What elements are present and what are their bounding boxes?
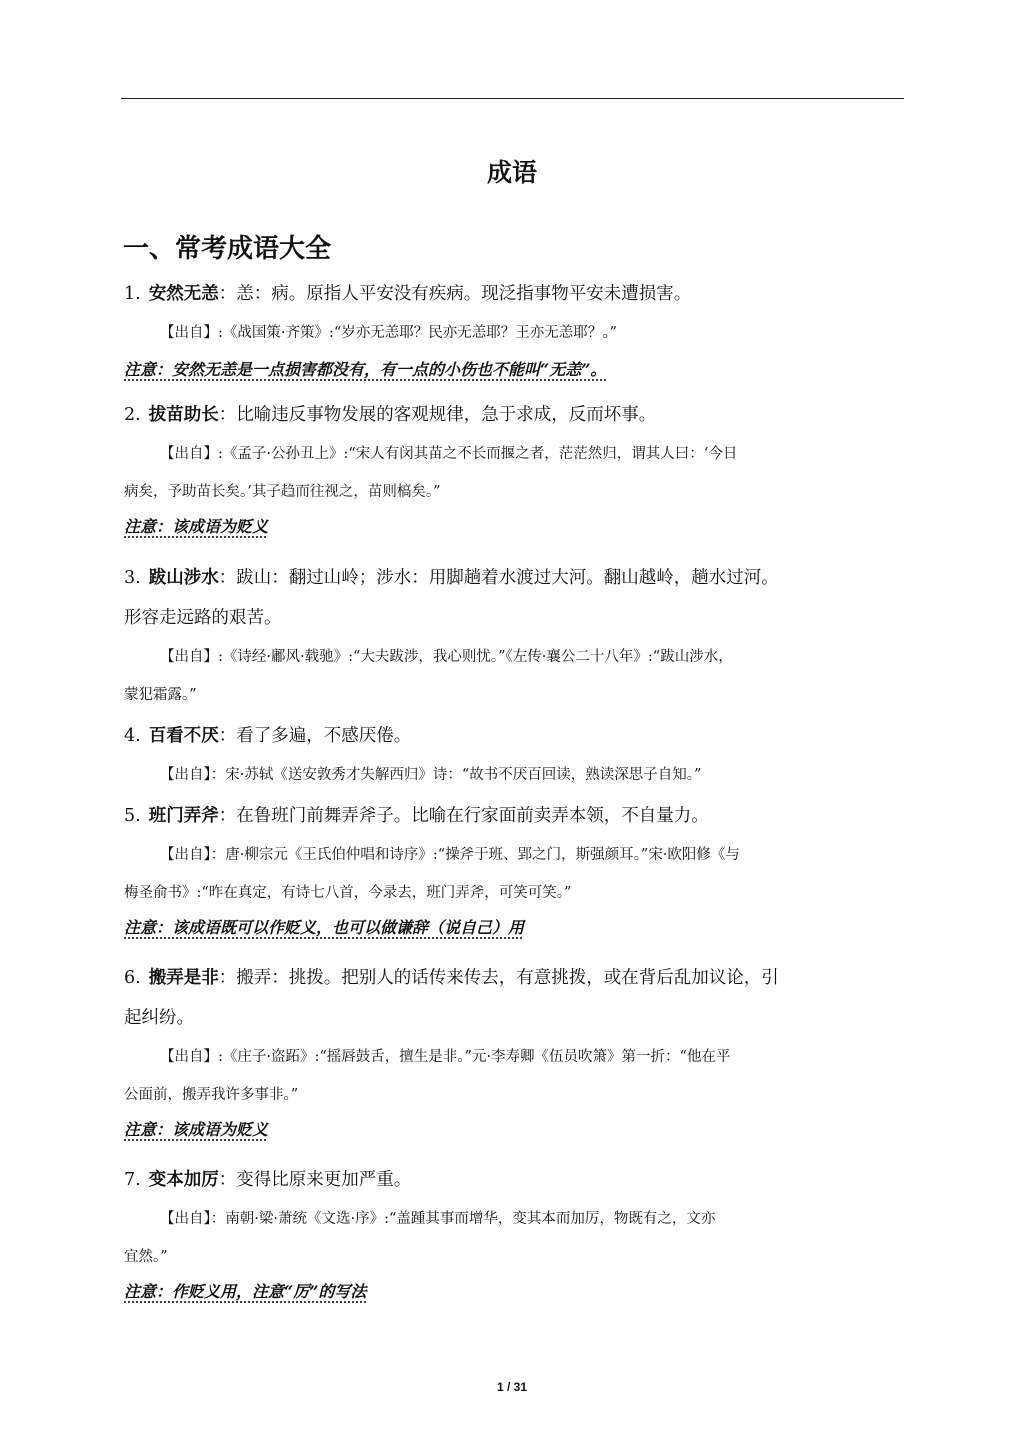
idiom-definition-continued: 形容走远路的艰苦。 (124, 608, 282, 628)
entry-definition-line (124, 958, 904, 998)
header-rule (121, 98, 904, 99)
idiom-source: 【出自】：宋·苏轼《送安敦秀才失解西归》诗：“故书不厌百回读，熟读深思子自知。” (160, 767, 702, 783)
entry-number: 2. (124, 405, 141, 425)
idiom-source-continued: 蒙犯霜露。” (124, 687, 197, 703)
entry-number: 1. (124, 284, 141, 304)
idiom-source: 【出自】：南朝·梁·萧统《文选·序》:“盖踵其事而增华，变其本而加厉，物既有之，文亦 (160, 1211, 716, 1227)
idiom-note: 注意：作贬义用，注意“厉”的写法 (124, 1282, 367, 1301)
entry-definition-line (124, 274, 904, 314)
document-title: 成语 (486, 158, 537, 187)
idiom-source: 【出自】:《孟子·公孙丑上》:“宋人有闵其苗之不长而揠之者，茫茫然归，谓其人曰：‘今日 (160, 446, 738, 462)
idiom-entry-6 (124, 958, 904, 1147)
idiom-definition: ：在鲁班门前舞弄斧子。比喻在行家面前卖弄本领，不自量力。 (218, 806, 709, 826)
idiom-source: 【出自】：唐·柳宗元《王氏伯仲唱和诗序》:“操斧于班、郢之门，斯强颜耳。”宋·欧阳修《与 (160, 847, 740, 863)
idiom-note: 注意：该成语为贬义 (124, 517, 269, 536)
entry-definition-line (124, 395, 904, 435)
entry-definition-line (124, 796, 904, 836)
idiom-entry-7 (124, 1160, 904, 1309)
idiom-definition: ：恙：病。原指人平安没有疾病。现泛指事物平安未遭损害。 (218, 284, 692, 304)
entry-number: 3. (124, 568, 141, 588)
entry-definition-line (124, 558, 904, 598)
idiom-entry-4 (124, 716, 904, 795)
idiom-source-continued: 公面前，搬弄我许多事非。” (124, 1087, 299, 1103)
entry-definition-line (124, 716, 904, 756)
idiom-definition: ：跋山：翻过山岭；涉水：用脚趟着水渡过大河。翻山越岭，趟水过河。 (218, 568, 779, 588)
idiom-note: 注意：该成语为贬义 (124, 1120, 269, 1139)
idiom-entry-5 (124, 796, 904, 945)
idiom-term: 安然无恙 (148, 284, 219, 304)
idiom-note: 注意：安然无恙是一点损害都没有，有一点的小伤也不能叫“无恙”。 (124, 360, 607, 379)
entry-definition-line (124, 1160, 904, 1200)
idiom-entry-2 (124, 395, 904, 544)
page-number: 1 / 31 (496, 1380, 528, 1394)
idiom-definition-continued: 起纠纷。 (124, 1008, 194, 1028)
entry-number: 7. (124, 1170, 141, 1190)
idiom-term: 变本加厉 (148, 1170, 219, 1190)
idiom-source-continued: 宜然。” (124, 1249, 168, 1265)
idiom-source-continued: 梅圣俞书》:“昨在真定，有诗七八首，今录去，班门弄斧，可笑可笑。” (124, 885, 572, 901)
idiom-term: 搬弄是非 (148, 968, 219, 988)
idiom-definition: ：比喻违反事物发展的客观规律，急于求成，反而坏事。 (218, 405, 657, 425)
idiom-source-continued: 病矣，予助苗长矣。’其子趋而往视之，苗则槁矣。” (124, 484, 441, 500)
idiom-source: 【出自】:《庄子·盗跖》:“摇唇鼓舌，擅生是非。”元·李寿卿《伍员吹箫》第一折：“他在平 (160, 1049, 731, 1065)
entry-number: 4. (124, 726, 141, 746)
idiom-source: 【出自】:《战国策·齐策》:“岁亦无恙耶？民亦无恙耶？王亦无恙耶？。” (160, 325, 617, 341)
section-heading: 一、常考成语大全 (123, 234, 332, 264)
idiom-source: 【出自】:《诗经·鄘风·载驰》:“大夫跋涉，我心则忧。”《左传·襄公二十八年》:“跋山涉水， (160, 649, 733, 665)
idiom-definition: ：搬弄：挑拨。把别人的话传来传去，有意挑拨，或在背后乱加议论，引 (218, 968, 779, 988)
entry-number: 6. (124, 968, 141, 988)
idiom-entry-3 (124, 558, 904, 713)
idiom-definition: ：变得比原来更加严重。 (218, 1170, 412, 1190)
idiom-term: 跋山涉水 (148, 568, 219, 588)
idiom-term: 拔苗助长 (148, 405, 219, 425)
idiom-term: 百看不厌 (148, 726, 219, 746)
entry-number: 5. (124, 806, 141, 826)
idiom-entry-1 (124, 274, 904, 387)
idiom-note: 注意：该成语既可以作贬义，也可以做谦辞（说自己）用 (124, 918, 525, 937)
idiom-term: 班门弄斧 (148, 806, 219, 826)
idiom-definition: ：看了多遍，不感厌倦。 (218, 726, 412, 746)
